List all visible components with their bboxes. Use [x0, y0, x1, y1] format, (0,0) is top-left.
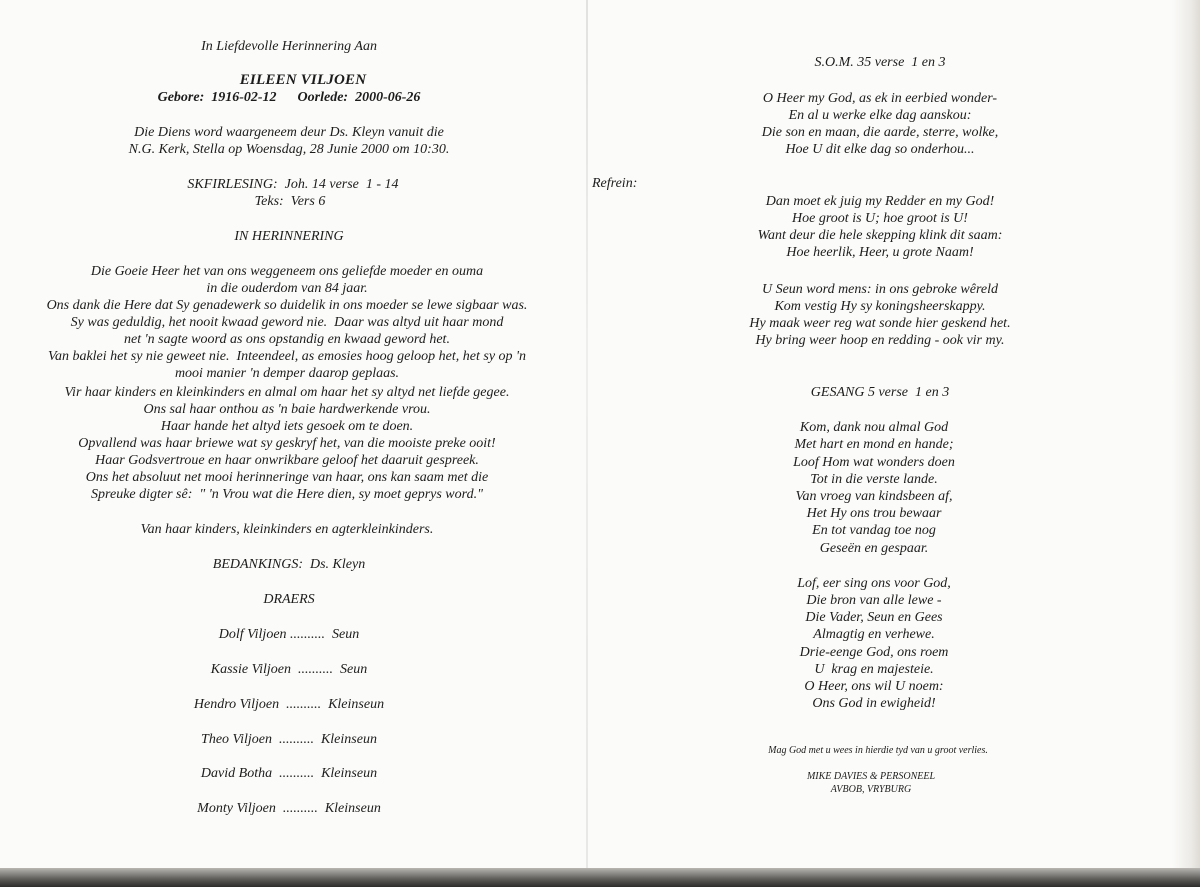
- tribute-line: Vir haar kinders en kleinkinders en almal om haar het sy altyd net liefde gegee.: [64, 385, 510, 400]
- tribute-line: Spreuke digter sê: " 'n Vrou wat die Here dien, sy moet geprys word.": [91, 487, 483, 502]
- hymn-line: Die Vader, Seun en Gees: [805, 610, 943, 625]
- psalm-line: Die son en maan, die aarde, sterre, wolke,: [761, 125, 999, 140]
- hymn-line: Geseën en gespaar.: [819, 541, 929, 556]
- hymn-heading: GESANG 5 verse 1 en 3: [810, 385, 950, 400]
- tribute-line: Haar Godsvertroue en haar onwrikbare geloof het daaruit gespreek.: [95, 453, 479, 468]
- bearers-heading: DRAERS: [263, 592, 315, 607]
- deceased-name: EILEEN VILJOEN: [239, 72, 367, 88]
- psalm-heading: S.O.M. 35 verse 1 en 3: [814, 55, 946, 70]
- tribute-line: Die Goeie Heer het van ons weggeneem ons geliefde moeder en ouma: [90, 264, 484, 279]
- hymn-line: Die bron van alle lewe -: [806, 593, 942, 608]
- hymn-line: Lof, eer sing ons voor God,: [797, 576, 951, 591]
- undertaker-location: AVBOB, VRYBURG: [830, 784, 912, 795]
- bearer-entry: Dolf Viljoen .......... Seun: [218, 627, 360, 642]
- tribute-line: Ons sal haar onthou as 'n baie hardwerkende vrou.: [143, 402, 431, 417]
- condolence-message: Mag God met u wees in hierdie tyd van u groot verlies.: [768, 745, 988, 756]
- refrain-line: Dan moet ek juig my Redder en my God!: [765, 194, 995, 209]
- psalm-line: Hoe U dit elke dag so onderhou...: [785, 142, 975, 157]
- hymn-line: O Heer, ons wil U noem:: [804, 679, 944, 694]
- hymn-line: Met hart en mond en hande;: [794, 437, 954, 452]
- tribute-line: Van baklei het sy nie geweet nie. Inteendeel, as emosies hoog geloop het, het sy op 'n: [47, 349, 527, 364]
- hymn-line: Ons God in ewigheid!: [812, 696, 936, 711]
- refrain-label: Refrein:: [592, 176, 638, 191]
- scripture-reading: SKFIRLESING: Joh. 14 verse 1 - 14: [187, 177, 399, 192]
- bearer-entry: Monty Viljoen .......... Kleinseun: [197, 801, 381, 816]
- hymn-line: Almagtig en verhewe.: [813, 627, 935, 642]
- scan-bottom-edge: [0, 868, 1200, 887]
- hymn-line: Tot in die verste lande.: [810, 472, 938, 487]
- hymn-line: En tot vandag toe nog: [812, 523, 936, 538]
- hymn-line: Drie-eenge God, ons roem: [799, 645, 949, 660]
- psalm-line: Hy maak weer reg wat sonde hier geskend het.: [749, 316, 1011, 331]
- tribute-line: Sy was geduldig, het nooit kwaad geword nie. Daar was altyd uit haar mond: [70, 315, 504, 330]
- hymn-line: Het Hy ons trou bewaar: [806, 506, 942, 521]
- psalm-line: Hy bring weer hoop en redding - ook vir my.: [755, 333, 1005, 348]
- hymn-line: Van vroeg van kindsbeen af,: [795, 489, 953, 504]
- refrain-line: Want deur die hele skepping klink dit saam:: [757, 228, 1003, 243]
- bearer-entry: Kassie Viljoen .......... Seun: [210, 662, 368, 677]
- service-line: Die Diens word waargeneem deur Ds. Kleyn vanuit die: [134, 125, 444, 140]
- tribute-line: in die ouderdom van 84 jaar.: [206, 281, 368, 296]
- tribute-line: mooi manier 'n demper daarop geplaas.: [174, 366, 400, 381]
- tribute-line: Haar hande het altyd iets gesoek om te doen.: [160, 419, 414, 434]
- tribute-line: Ons het absoluut net mooi herinneringe van haar, ons kan saam met die: [85, 470, 489, 485]
- family-line: Van haar kinders, kleinkinders en agterkleinkinders.: [140, 522, 434, 537]
- psalm-line: En al u werke elke dag aanskou:: [788, 108, 972, 123]
- hymn-line: U krag en majesteie.: [814, 662, 934, 677]
- paper-edge: [1172, 0, 1200, 880]
- bearer-entry: Theo Viljoen .......... Kleinseun: [201, 732, 377, 747]
- psalm-line: Kom vestig Hy sy koningsheerskappy.: [774, 299, 986, 314]
- psalm-line: U Seun word mens: in ons gebroke wêreld: [761, 282, 999, 297]
- in-memory-heading: IN HERINNERING: [234, 229, 344, 244]
- center-fold: [586, 0, 588, 880]
- tribute-line: Opvallend was haar briewe wat sy geskryf het, van die mooiste preke ooit!: [78, 436, 496, 451]
- memorial-header: In Liefdevolle Herinnering Aan: [201, 39, 377, 54]
- hymn-line: Loof Hom wat wonders doen: [793, 455, 955, 470]
- refrain-line: Hoe groot is U; hoe groot is U!: [792, 211, 968, 226]
- sermon-text: Teks: Vers 6: [254, 194, 326, 209]
- birth-death-dates: Gebore: 1916-02-12 Oorlede: 2000-06-26: [157, 90, 421, 105]
- service-line: N.G. Kerk, Stella op Woensdag, 28 Junie 2000 om 10:30.: [128, 142, 450, 157]
- tribute-line: Ons dank die Here dat Sy genadewerk so duidelik in ons moeder se lewe sigbaar was.: [46, 298, 528, 313]
- hymn-line: Kom, dank nou almal God: [799, 420, 949, 435]
- thanks-line: BEDANKINGS: Ds. Kleyn: [212, 557, 366, 572]
- bearer-entry: David Botha .......... Kleinseun: [200, 766, 378, 781]
- undertaker-name: MIKE DAVIES & PERSONEEL: [806, 771, 936, 782]
- psalm-line: O Heer my God, as ek in eerbied wonder-: [762, 91, 998, 106]
- tribute-line: net 'n sagte woord as ons opstandig en kwaad geword het.: [124, 332, 450, 347]
- refrain-line: Hoe heerlik, Heer, u grote Naam!: [786, 245, 974, 260]
- bearer-entry: Hendro Viljoen .......... Kleinseun: [193, 697, 385, 712]
